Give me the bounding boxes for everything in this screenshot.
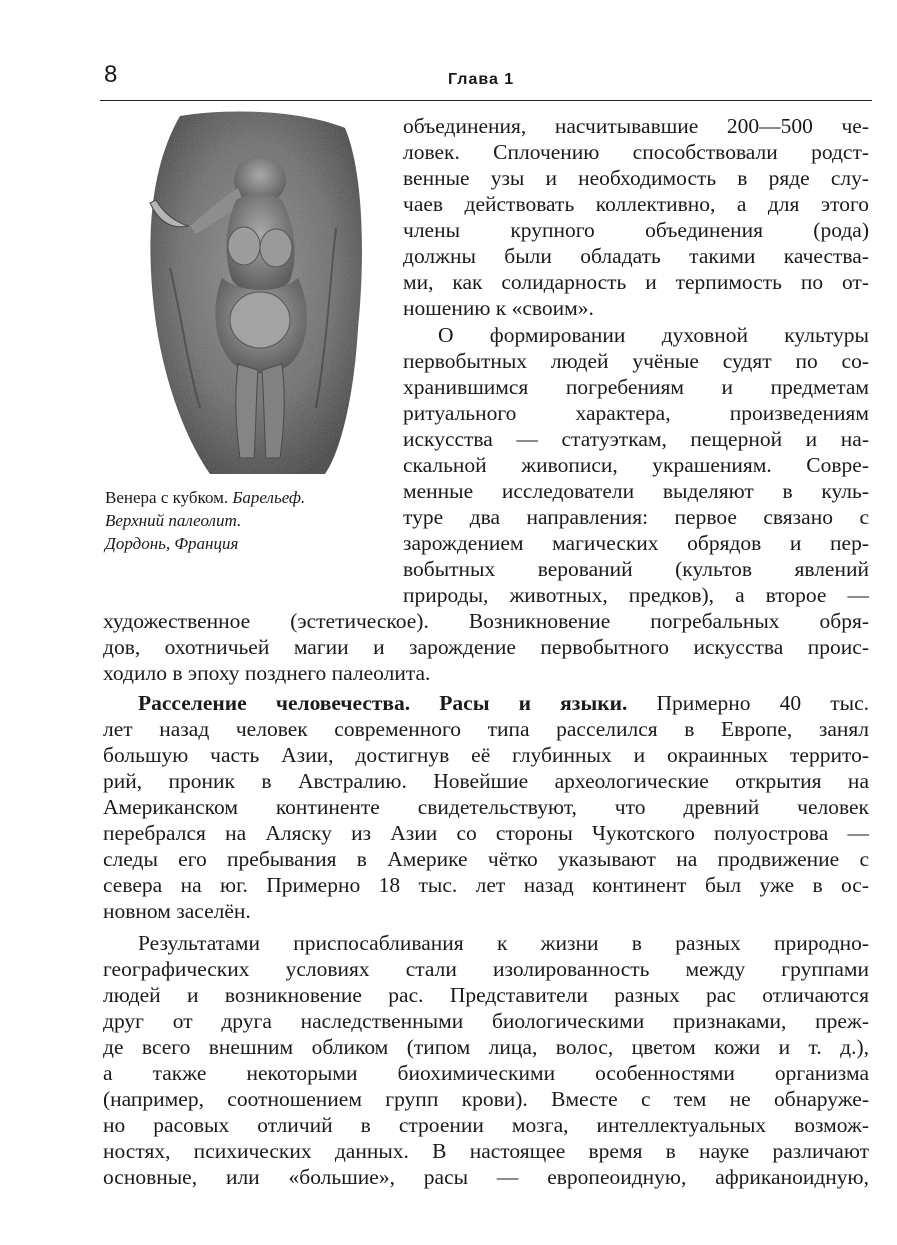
- caption-title: Венера с кубком.: [105, 488, 229, 507]
- text-line: Результатами приспосабливания к жизни в разных природно-: [138, 931, 869, 955]
- text-line: хранившимся погребениям и предметам: [403, 375, 869, 399]
- venus-relief-image: [140, 108, 366, 478]
- chapter-title: Глава 1: [448, 71, 515, 88]
- text-line: географических условиях стали изолированность между группами: [103, 957, 869, 981]
- caption-location: Дордонь, Франция: [105, 534, 239, 553]
- text-line: члены крупного объединения (рода): [403, 218, 869, 242]
- text-line: де всего внешним обликом (типом лица, волос, цветом кожи и т. д.),: [103, 1035, 869, 1059]
- text-line: вобытных верований (культов явлений: [403, 557, 869, 581]
- text-line: зарождением магических обрядов и пер-: [403, 531, 869, 555]
- text-line: венные узы и необходимость в ряде слу-: [403, 166, 869, 190]
- text-line: новном заселён.: [103, 899, 251, 923]
- text-line: севера на юг. Примерно 18 тыс. лет назад континент был уже в ос-: [103, 873, 869, 897]
- text-line: друг от друга наследственными биологическими признаками, преж-: [103, 1009, 869, 1033]
- text-line: (например, соотношением групп крови). Вместе с тем не обнаруже-: [103, 1087, 869, 1111]
- text-line: Американском континенте свидетельствуют, что древний человек: [103, 795, 869, 819]
- text-line: перебрался на Аляску из Азии со стороны Чукотского полуострова —: [103, 821, 869, 845]
- text-line: художественное (эстетическое). Возникновение погребальных обря-: [103, 609, 869, 633]
- text-line: скальной живописи, украшениям. Совре-: [403, 453, 869, 477]
- text-line: чаев действовать коллективно, а для этого: [403, 192, 869, 216]
- text-line: большую часть Азии, достигнув её глубинных и окраинных террито-: [103, 743, 869, 767]
- text-line: людей и возникновение рас. Представители разных рас отличаются: [103, 983, 869, 1007]
- text-line: О формировании духовной культуры: [438, 323, 869, 347]
- text-line: а также некоторыми биохимическими особенностями организма: [103, 1061, 869, 1085]
- text-line: туре два направления: первое связано с: [403, 505, 869, 529]
- text-line: первобытных людей учёные судят по со-: [403, 349, 869, 373]
- text-line: но расовых отличий в строении мозга, интеллектуальных возмож-: [103, 1113, 869, 1137]
- caption-period: Верхний палеолит.: [105, 511, 242, 530]
- section-first-line: [138, 690, 869, 716]
- page-header: [100, 60, 872, 101]
- figure-caption: [105, 486, 385, 555]
- text-line: ми, как солидарность и терпимость по от-: [403, 270, 869, 294]
- text-line: искусства — статуэткам, пещерной и на-: [403, 427, 869, 451]
- text-line: основные, или «большие», расы — европеоидную, африканоидную,: [103, 1165, 869, 1189]
- page-number: 8: [104, 61, 118, 88]
- venus-relief-photo: [140, 108, 366, 478]
- text-line: объединения, насчитывавшие 200—500 че-: [403, 114, 869, 138]
- section-heading-rest: Примерно 40 тыс.: [656, 691, 869, 715]
- text-line: природы, животных, предков), а второе —: [403, 583, 869, 607]
- text-line: ношению к «своим».: [403, 296, 594, 320]
- text-line: менные исследователи выделяют в куль-: [403, 479, 869, 503]
- text-line: ритуального характера, произведениям: [403, 401, 869, 425]
- text-line: рий, проник в Австралию. Новейшие археологические открытия на: [103, 769, 869, 793]
- caption-technique: Барельеф.: [232, 488, 306, 507]
- text-line: ловек. Сплочению способствовали родст-: [403, 140, 869, 164]
- section-heading: Расселение человечества. Расы и языки.: [138, 691, 628, 715]
- text-line: лет назад человек современного типа расселился в Европе, занял: [103, 717, 869, 741]
- text-line: дов, охотничьей магии и зарождение первобытного искусства проис-: [103, 635, 869, 659]
- text-line: должны были обладать такими качества-: [403, 244, 869, 268]
- text-line: следы его пребывания в Америке чётко указывают на продвижение с: [103, 847, 869, 871]
- text-line: ностях, психических данных. В настоящее время в науке различают: [103, 1139, 869, 1163]
- text-line: ходило в эпоху позднего палеолита.: [103, 661, 431, 685]
